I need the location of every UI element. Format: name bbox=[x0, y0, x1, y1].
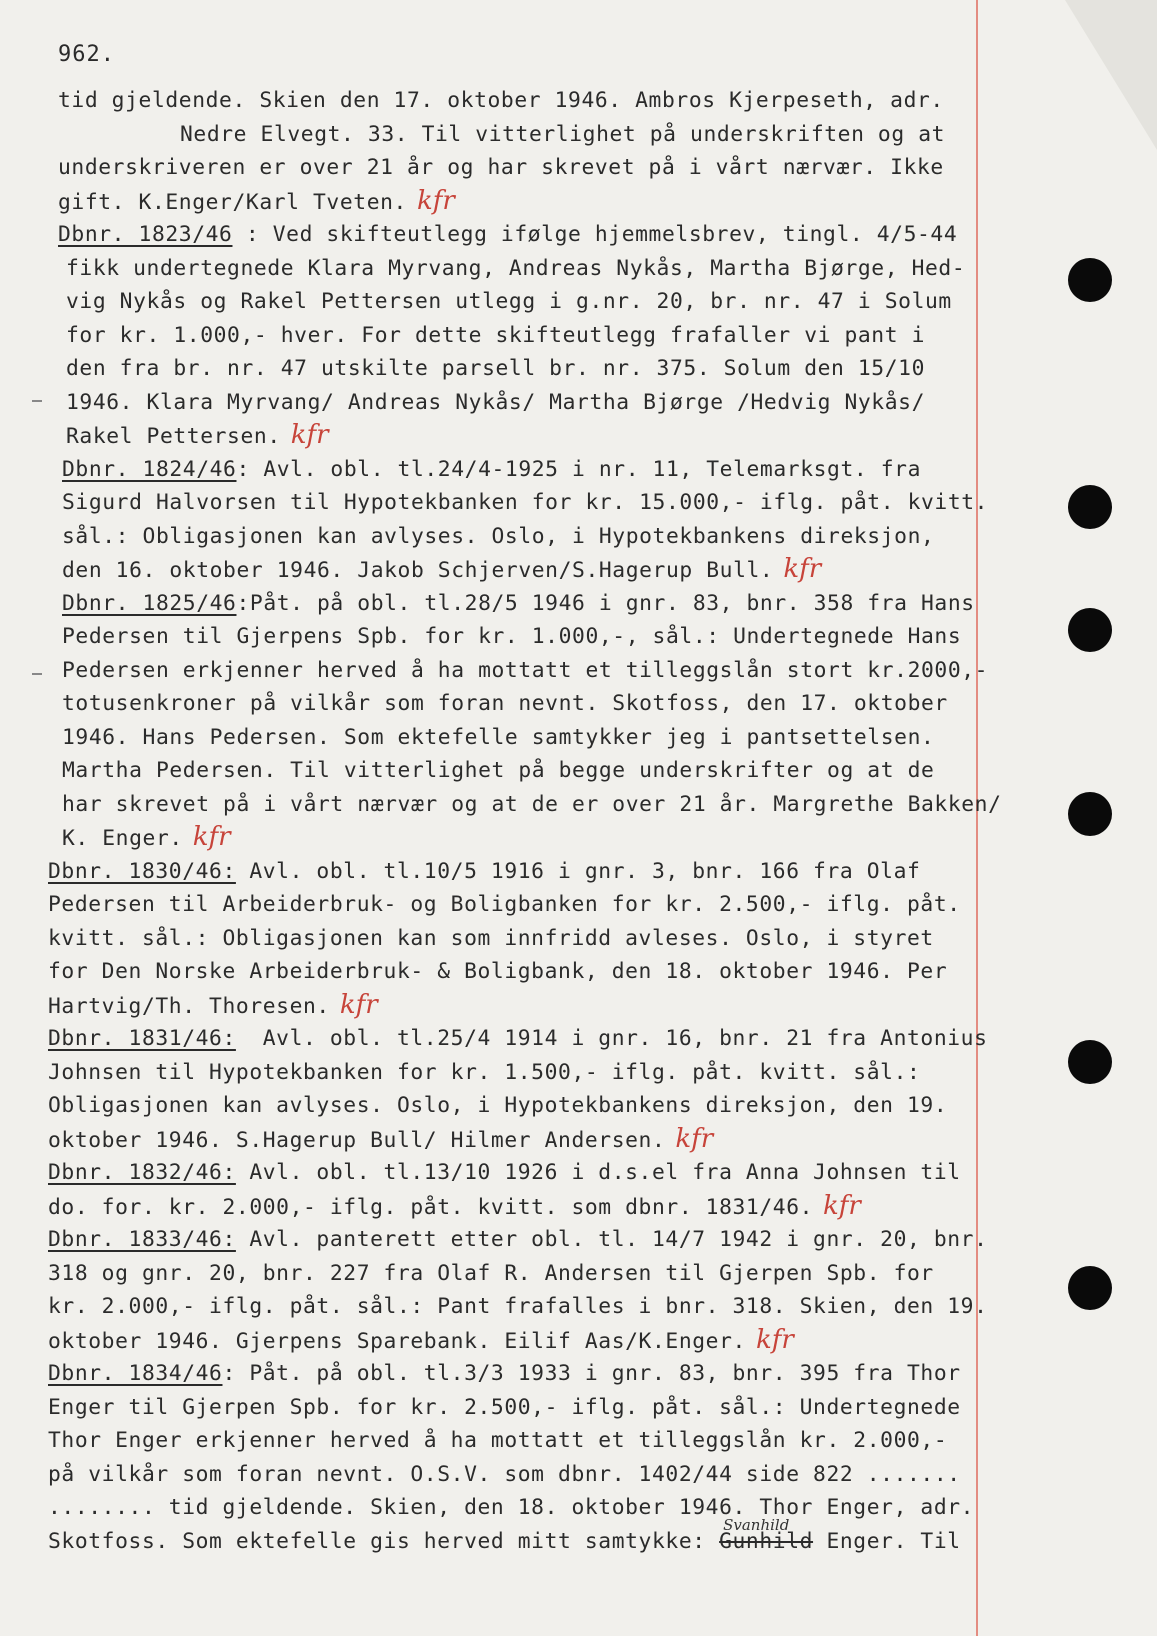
line-text: Johnsen til Hypotekbanken for kr. 1.500,- iflg. påt. kvitt. sål.: bbox=[48, 1059, 921, 1085]
text-line bbox=[0, 486, 1000, 520]
text-line bbox=[0, 1056, 1000, 1090]
text-line bbox=[0, 118, 1000, 152]
line-text: oktober 1946. Gjerpens Sparebank. Eilif Aas/K.Enger. bbox=[48, 1328, 746, 1354]
text-line bbox=[0, 386, 1000, 420]
text-line bbox=[0, 1190, 1000, 1224]
punch-hole bbox=[1068, 792, 1112, 836]
line-text: : Ved skifteutlegg ifølge hjemmelsbrev, tingl. 4/5-44 bbox=[232, 222, 958, 247]
handwritten-insertion: Svanhild bbox=[723, 1515, 790, 1534]
text-line bbox=[0, 1257, 1000, 1291]
line-text: den 16. oktober 1946. Jakob Schjerven/S.Hagerup Bull. bbox=[62, 558, 774, 583]
text-line bbox=[0, 553, 1000, 587]
handwritten-initials: kfr bbox=[783, 554, 822, 584]
line-text: kr. 2.000,- iflg. påt. sål.: Pant frafalles i bnr. 318. Skien, den 19. bbox=[48, 1294, 988, 1319]
page-number: 962. bbox=[58, 42, 115, 67]
text-line bbox=[0, 821, 1000, 855]
line-text: totusenkroner på vilkår som foran nevnt. Skotfoss, den 17. oktober bbox=[62, 691, 948, 716]
text-line bbox=[0, 151, 1000, 185]
line-text: Pedersen til Arbeiderbruk- og Boligbanken for kr. 2.500,- iflg. påt. bbox=[48, 892, 961, 917]
handwritten-initials: kfr bbox=[192, 822, 231, 852]
text-line bbox=[0, 1223, 1000, 1257]
punch-hole bbox=[1068, 1040, 1112, 1084]
line-text: Avl. panterett etter obl. tl. 14/7 1942 i gnr. 20, bnr. bbox=[235, 1227, 988, 1252]
line-text: ........ tid gjeldende. Skien, den 18. oktober 1946. Thor Enger, adr. bbox=[48, 1495, 975, 1520]
text-line bbox=[0, 319, 1000, 353]
punch-hole bbox=[1068, 258, 1112, 302]
handwritten-initials: kfr bbox=[290, 420, 329, 450]
entry-number: Dbnr. 1825/46 bbox=[62, 590, 237, 616]
entry-number: Dbnr. 1830/46: bbox=[48, 858, 236, 884]
line-text: Skotfoss. Som ektefelle gis herved mitt samtykke: bbox=[48, 1528, 720, 1554]
ledger-text bbox=[0, 84, 1000, 1558]
handwritten-initials: kfr bbox=[755, 1324, 794, 1355]
text-line bbox=[0, 687, 1000, 721]
line-text: Avl. obl. tl.13/10 1926 i d.s.el fra Anna Johnsen til bbox=[235, 1160, 961, 1185]
line-text: Obligasjonen kan avlyses. Oslo, i Hypotekbankens direksjon, den 19. bbox=[48, 1093, 948, 1118]
text-line bbox=[0, 1491, 1000, 1525]
line-text: tid gjeldende. Skien den 17. oktober 1946. Ambros Kjerpeseth, adr. bbox=[58, 88, 944, 113]
entry-number: Dbnr. 1834/46 bbox=[48, 1361, 223, 1386]
text-line bbox=[0, 1324, 1000, 1358]
line-text: på vilkår som foran nevnt. O.S.V. som dbnr. 1402/44 side 822 ....... bbox=[48, 1461, 961, 1487]
text-line bbox=[0, 1156, 1000, 1190]
line-text: oktober 1946. S.Hagerup Bull/ Hilmer Andersen. bbox=[48, 1127, 666, 1153]
text-line bbox=[0, 419, 1000, 453]
text-line bbox=[0, 352, 1000, 386]
text-line bbox=[0, 721, 1000, 755]
text-line bbox=[0, 1290, 1000, 1324]
line-text: 1946. Klara Myrvang/ Andreas Nykås/ Martha Bjørge /Hedvig Nykås/ bbox=[66, 389, 925, 415]
text-line bbox=[0, 218, 1000, 252]
text-line bbox=[0, 453, 1000, 487]
correction bbox=[719, 1515, 814, 1559]
text-line bbox=[0, 252, 1000, 286]
handwritten-initials: kfr bbox=[823, 1190, 861, 1221]
text-line bbox=[0, 1424, 1000, 1458]
punch-hole bbox=[1068, 1266, 1112, 1310]
line-text: Pedersen erkjenner herved å ha mottatt et tilleggslån stort kr.2000,- bbox=[62, 657, 989, 683]
text-line bbox=[0, 1515, 1000, 1559]
line-text: vig Nykås og Rakel Pettersen utlegg i g.nr. 20, br. nr. 47 i Solum bbox=[66, 289, 952, 314]
struck-name: Gunhild bbox=[719, 1528, 814, 1554]
text-line bbox=[0, 1357, 1000, 1391]
text-line bbox=[0, 888, 1000, 922]
handwritten-initials: kfr bbox=[675, 1123, 714, 1154]
line-text: gift. K.Enger/Karl Tveten. bbox=[58, 189, 407, 215]
entry-number: Dbnr. 1823/46 bbox=[58, 222, 233, 247]
entry-number: Dbnr. 1831/46: bbox=[48, 1026, 236, 1051]
line-text: for Den Norske Arbeiderbruk- & Boligbank, den 18. oktober 1946. Per bbox=[48, 959, 948, 984]
entry-number: Dbnr. 1824/46 bbox=[62, 456, 237, 482]
text-line bbox=[0, 520, 1000, 554]
line-text: Sigurd Halvorsen til Hypotekbanken for kr. 15.000,- iflg. påt. kvitt. bbox=[62, 490, 989, 515]
line-text: sål.: Obligasjonen kan avlyses. Oslo, i Hypotekbankens direksjon, bbox=[62, 523, 935, 549]
line-text: fikk undertegnede Klara Myrvang, Andreas Nykås, Martha Bjørge, Hed- bbox=[66, 255, 966, 281]
line-text: Thor Enger erkjenner herved å ha mottatt et tilleggslån kr. 2.000,- bbox=[48, 1428, 948, 1453]
text-line bbox=[0, 989, 1000, 1023]
text-line bbox=[0, 754, 1000, 788]
entry-number: Dbnr. 1832/46: bbox=[48, 1160, 236, 1185]
text-line bbox=[0, 1089, 1000, 1123]
line-text: Enger til Gjerpen Spb. for kr. 2.500,- iflg. påt. sål.: Undertegnede bbox=[48, 1394, 961, 1420]
entry-number: Dbnr. 1833/46: bbox=[48, 1227, 236, 1252]
line-text: Hartvig/Th. Thoresen. bbox=[48, 993, 330, 1019]
line-text: 318 og gnr. 20, bnr. 227 fra Olaf R. Andersen til Gjerpen Spb. for bbox=[48, 1260, 934, 1286]
line-text: :Påt. på obl. tl.28/5 1946 i gnr. 83, bnr. 358 fra Hans bbox=[236, 590, 975, 616]
line-text: Nedre Elvegt. 33. Til vitterlighet på underskriften og at bbox=[180, 121, 946, 147]
text-line bbox=[0, 285, 1000, 319]
line-text: Avl. obl. tl.25/4 1914 i gnr. 16, bnr. 21 fra Antonius bbox=[235, 1026, 988, 1051]
line-text: Avl. obl. tl.10/5 1916 i gnr. 3, bnr. 166 fra Olaf bbox=[235, 858, 921, 884]
line-text: : Avl. obl. tl.24/4-1925 i nr. 11, Telemarksgt. fra bbox=[236, 456, 921, 482]
line-text: kvitt. sål.: Obligasjonen kan som innfridd avleses. Oslo, i styret bbox=[48, 925, 934, 951]
text-line bbox=[0, 1123, 1000, 1157]
handwritten-initials: kfr bbox=[416, 185, 455, 216]
text-line bbox=[0, 1391, 1000, 1425]
text-line bbox=[0, 185, 1000, 219]
line-text: underskriveren er over 21 år og har skrevet på i vårt nærvær. Ikke bbox=[58, 155, 944, 180]
text-line bbox=[0, 922, 1000, 956]
text-line bbox=[0, 587, 1000, 621]
text-line bbox=[0, 1022, 1000, 1056]
handwritten-initials: kfr bbox=[339, 989, 378, 1020]
punch-hole bbox=[1068, 608, 1112, 652]
line-text: : Påt. på obl. tl.3/3 1933 i gnr. 83, bnr. 395 fra Thor bbox=[222, 1361, 961, 1386]
line-text: for kr. 1.000,- hver. For dette skifteutlegg frafaller vi pant i bbox=[66, 322, 925, 348]
line-text: K. Enger. bbox=[62, 826, 183, 851]
text-line bbox=[0, 620, 1000, 654]
text-line bbox=[0, 654, 1000, 688]
line-text: Pedersen til Gjerpens Spb. for kr. 1.000,-, sål.: Undertegnede Hans bbox=[62, 624, 962, 649]
line-text: har skrevet på i vårt nærvær og at de er over 21 år. Margrethe Bakken/ bbox=[62, 791, 1002, 817]
text-line bbox=[0, 788, 1000, 822]
text-line bbox=[0, 955, 1000, 989]
text-line bbox=[0, 855, 1000, 889]
line-text: den fra br. nr. 47 utskilte parsell br. nr. 375. Solum den 15/10 bbox=[66, 356, 925, 381]
text-line bbox=[0, 1458, 1000, 1492]
line-text: Enger. Til bbox=[813, 1528, 961, 1554]
text-line bbox=[0, 84, 1000, 118]
page-corner-fold bbox=[1065, 0, 1157, 150]
line-text: Rakel Pettersen. bbox=[66, 424, 281, 449]
line-text: 1946. Hans Pedersen. Som ektefelle samtykker jeg i pantsettelsen. bbox=[62, 724, 935, 750]
line-text: Martha Pedersen. Til vitterlighet på begge underskrifter og at de bbox=[62, 758, 935, 783]
line-text: do. for. kr. 2.000,- iflg. påt. kvitt. som dbnr. 1831/46. bbox=[48, 1194, 814, 1220]
punch-hole bbox=[1068, 485, 1112, 529]
